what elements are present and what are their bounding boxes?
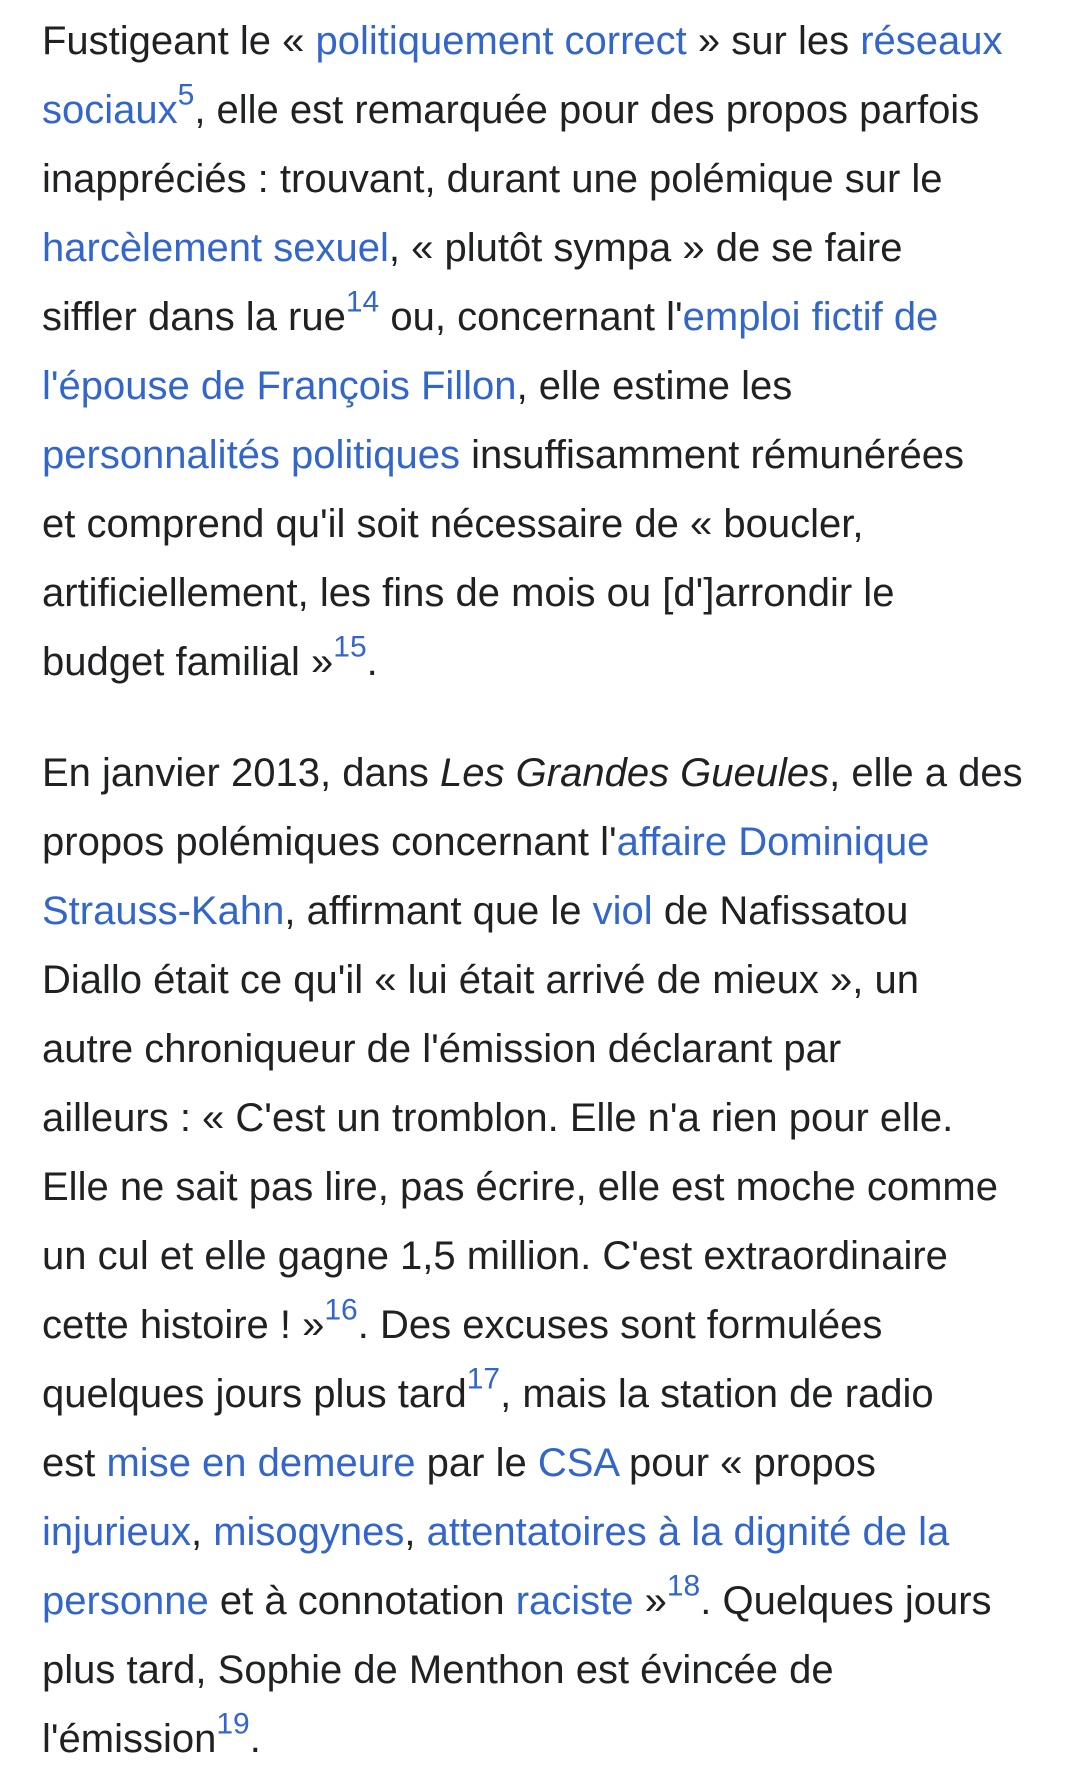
link-raciste[interactable]: raciste [515,1579,634,1623]
paragraph-2-line-9 [42,1291,1052,1360]
text-run: Diallo était ce qu'il « lui était arrivé de mieux », un [42,958,919,1002]
paragraph-1-line-5 [42,283,1052,352]
text-run: artificiellement, les fins de mois ou [d']arrondir le [42,571,895,615]
text-run: est [42,1441,107,1485]
link-atteinte-dignite[interactable]: attentatoires à la dignité de la [426,1510,950,1554]
text-run: Elle ne sait pas lire, pas écrire, elle est moche comme [42,1165,998,1209]
paragraph-2-line-14 [42,1636,1052,1705]
paragraph-2-line-2 [42,808,1052,877]
paragraph-1-line-10 [42,628,1052,697]
text-run: budget familial » [42,640,334,684]
reference-14-link[interactable]: 14 [345,285,380,319]
paragraph-2-line-8 [42,1222,1052,1291]
paragraph-1-line-8 [42,490,1052,559]
paragraph-1-line-9 [42,559,1052,628]
link-affaire-dsk[interactable]: affaire Dominique [616,820,930,864]
paragraph-2-line-5 [42,1015,1052,1084]
text-run: , mais la station de radio [500,1372,934,1416]
text-run: , « plutôt sympa » de se faire [388,226,903,270]
reference-16-link[interactable]: 16 [324,1293,358,1327]
paragraph-2-line-10 [42,1360,1052,1429]
text-run: , elle estime les [516,364,793,408]
reference-5-link[interactable]: 5 [177,78,195,112]
text-run: siffler dans la rue [42,295,346,339]
link-injurieux[interactable]: injurieux [42,1510,191,1554]
reference-19-link[interactable]: 19 [216,1707,250,1741]
paragraph-2-line-6 [42,1084,1052,1153]
text-run: » [633,1579,667,1623]
text-run: En janvier 2013, dans [42,751,441,795]
reference-14 [346,285,379,318]
link-harcelement-sexuel[interactable]: harcèlement sexuel [42,226,389,270]
reference-18-link[interactable]: 18 [666,1569,701,1603]
show-title: Les Grandes Gueules [440,751,830,795]
text-run: Fustigeant le « [42,19,316,63]
text-run: pour « propos [617,1441,876,1485]
link-atteinte-dignite[interactable]: personne [42,1579,209,1623]
paragraph-1-line-4 [42,214,1052,283]
reference-15 [333,630,366,663]
link-viol[interactable]: viol [592,889,653,933]
reference-15-link[interactable]: 15 [333,630,367,664]
paragraph-1-line-7 [42,421,1052,490]
paragraph-1 [42,0,1052,697]
link-reseaux-sociaux[interactable]: réseaux [860,19,1003,63]
link-reseaux-sociaux[interactable]: sociaux [42,88,178,132]
link-csa[interactable]: CSA [537,1441,618,1485]
text-run: ou, concernant l' [379,295,683,339]
paragraph-2-line-12 [42,1498,1052,1567]
text-run: cette histoire ! » [42,1303,325,1347]
link-personnalites-politiques[interactable]: personnalités politiques [42,433,461,477]
text-run: . Quelques jours [700,1579,992,1623]
reference-5 [178,78,195,111]
paragraph-1-line-1 [42,7,1052,76]
text-run: , [190,1510,214,1554]
text-run: et à connotation [208,1579,516,1623]
text-run: insuffisamment rémunérées [460,433,964,477]
text-run: . [249,1717,261,1761]
article-body [42,0,1052,1774]
text-run: . [366,640,378,684]
link-emploi-fictif[interactable]: l'épouse de François Fillon [42,364,517,408]
reference-19 [216,1707,249,1740]
text-run: autre chroniqueur de l'émission déclarant par [42,1027,842,1071]
paragraph-2-line-7 [42,1153,1052,1222]
text-run: ailleurs : « C'est un tromblon. Elle n'a rien pour elle. [42,1096,954,1140]
reference-17 [467,1362,500,1395]
reference-16 [324,1293,357,1326]
link-misogynes[interactable]: misogynes [213,1510,405,1554]
text-run: quelques jours plus tard [42,1372,467,1416]
text-run: un cul et elle gagne 1,5 million. C'est extraordinaire [42,1234,948,1278]
text-run: et comprend qu'il soit nécessaire de « boucler, [42,502,864,546]
paragraph-2-line-4 [42,946,1052,1015]
text-run: , affirmant que le [284,889,593,933]
link-mise-en-demeure[interactable]: mise en demeure [106,1441,416,1485]
text-run: inappréciés : trouvant, durant une polémique sur le [42,157,943,201]
text-run: , elle est remarquée pour des propos parfois [194,88,980,132]
text-run: » sur les [686,19,861,63]
paragraph-2 [42,739,1052,1774]
paragraph-2-line-13 [42,1567,1052,1636]
paragraph-2-line-3 [42,877,1052,946]
text-run: l'émission [42,1717,217,1761]
link-politiquement-correct[interactable]: politiquement correct [315,19,687,63]
paragraph-1-line-6 [42,352,1052,421]
paragraph-2-line-11 [42,1429,1052,1498]
text-run: par le [415,1441,538,1485]
link-affaire-dsk[interactable]: Strauss-Kahn [42,889,285,933]
paragraph-1-line-2 [42,76,1052,145]
text-run: propos polémiques concernant l' [42,820,617,864]
reference-18 [667,1569,700,1602]
paragraph-2-line-15 [42,1705,1052,1774]
text-run: de Nafissatou [652,889,909,933]
text-run: , elle a des [829,751,1023,795]
link-emploi-fictif[interactable]: emploi fictif de [682,295,939,339]
paragraph-2-line-1 [42,739,1052,808]
text-run: . Des excuses sont formulées [357,1303,883,1347]
reference-17-link[interactable]: 17 [466,1362,501,1396]
paragraph-1-line-3 [42,145,1052,214]
text-run: , [404,1510,427,1554]
text-run: plus tard, Sophie de Menthon est évincée de [42,1648,834,1692]
